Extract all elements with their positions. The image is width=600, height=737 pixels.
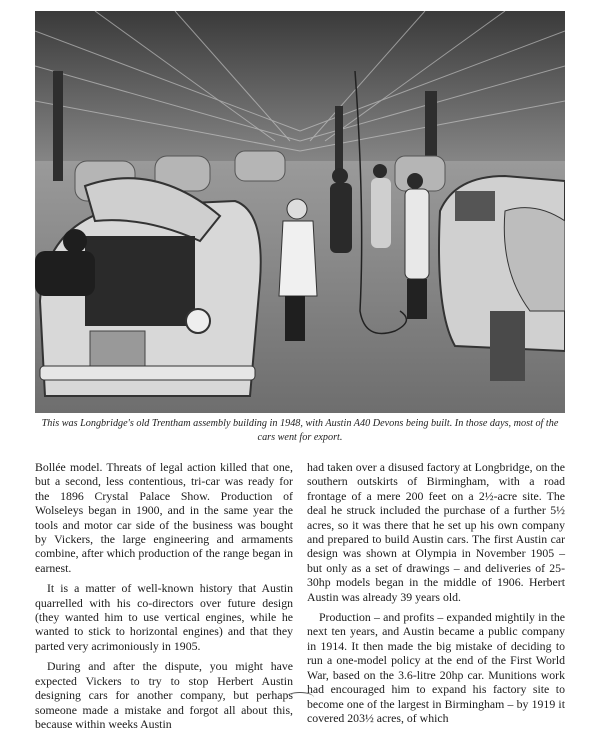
photo-caption: This was Longbridge's old Trentham assembly building in 1948, with Austin A40 Devons being built. In those days, most of the cars went for export. [41, 418, 559, 443]
paragraph: It is a matter of well-known history that Austin quarrelled with his co-directors over future design (they wanted him to use vertical engines, while he wanted to stick to horizontal engines) and that they parted very acrimoniously in 1905. [35, 581, 293, 653]
paragraph: During and after the dispute, you might have expected Vickers to try to stop Herbert Austin designing cars for another company, but perhaps someone made a mistake and forgot all about this, because within weeks Austin [35, 659, 293, 731]
paragraph: had taken over a disused factory at Longbridge, on the southern outskirts of Birmingham, with a road frontage of a mere 200 feet on a 2½-acre site. The deal he struck included the purchase of a further 5½ acres, so it was there that he set up his own company and prepared to build Austin cars. The first Austin car design was shown at Olympia in November 1905 – but only as a set of drawings – and deliveries of 25-30hp models began in the middle of 1906. Herbert Austin was already 39 years old. [307, 460, 565, 604]
paragraph: Production – and profits – expanded mightily in the next ten years, and Austin became a public company in 1914. It then made the big mistake of deciding to run a one-model policy at the end of the First World War, based on the 3.6-litre 20hp car. Munitions work had encouraged him to expand his factory site to become one of the largest in Birmingham – by 1919 it covered 203½ acres, of which [307, 610, 565, 725]
paragraph: Bollée model. Threats of legal action killed that one, but a second, less contentious, tri-car was ready for the 1896 Crystal Palace Show. Production of Wolseleys began in 1900, and in the same year the tools and motor car side of the business was bought by Vickers, the large engineering and armaments combine, after which production of the range began in earnest. [35, 460, 293, 575]
assembly-line-photo [35, 11, 565, 413]
factory-roof [35, 11, 565, 171]
page-number-mark [286, 692, 314, 703]
photo-illustration [35, 11, 565, 413]
right-column [307, 460, 565, 737]
left-column [35, 460, 293, 737]
